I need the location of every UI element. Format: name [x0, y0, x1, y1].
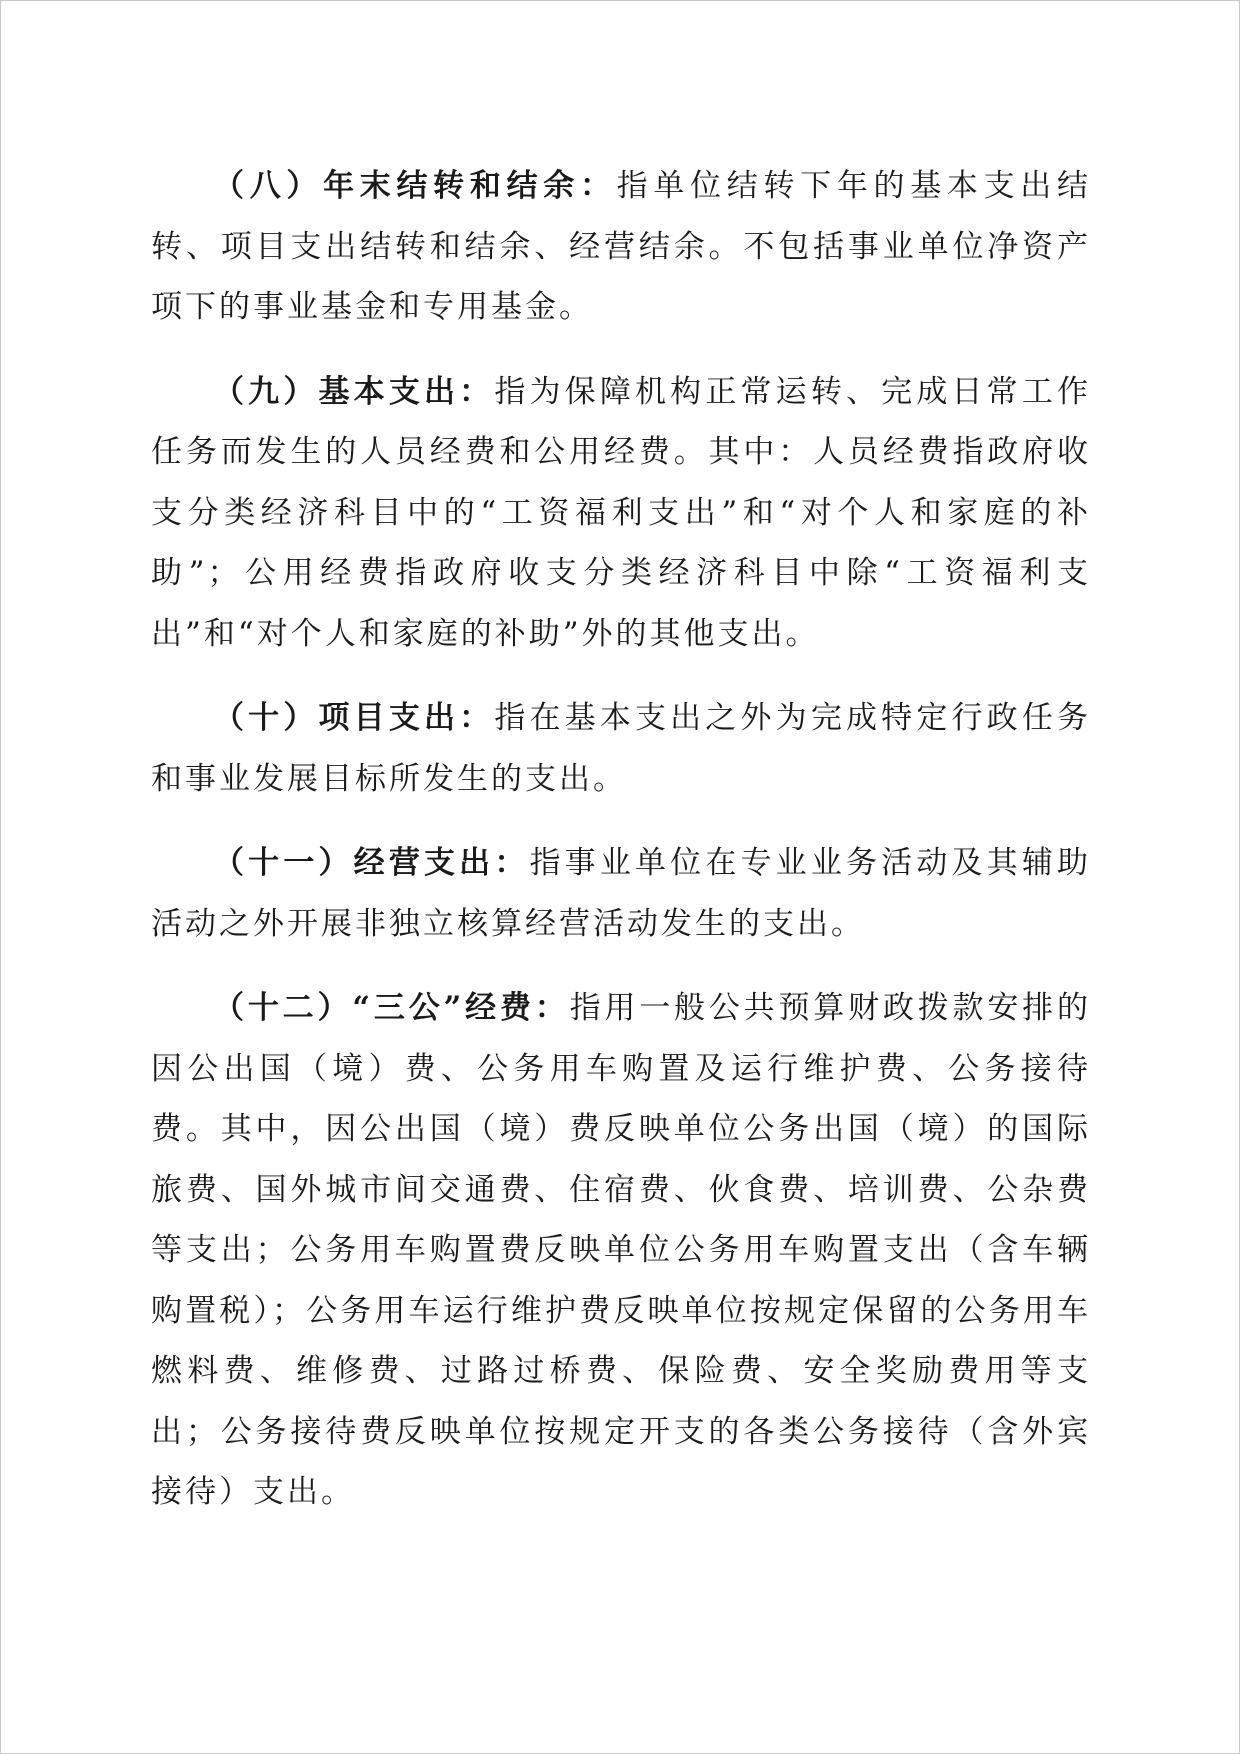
paragraph-basic-expenditure — [151, 362, 1091, 665]
term-basic-expenditure: （九）基本支出： — [213, 373, 495, 410]
definition-project-expenditure: 指在基本支出之外为完成特定行政任务和事业发展目标所发生的支出。 — [151, 700, 1092, 797]
paragraph-year-end-balance — [151, 156, 1091, 338]
definition-three-public-expenses: 指用一般公共预算财政拨款安排的因公出国（境）费、公务用车购置及运行维护费、公务接待费。其中，因公出国（境）费反映单位公务出国（境）的国际旅费、国外城市间交通费、住宿费、伙食费、培训费、公杂费等支出；公务用车购置费反映单位公务用车购置支出（含车辆购置税）；公务用车运行维护费反映单位按规定保留的公务用车燃料费、维修费、过路过桥费、保险费、安全奖励费用等支出；公务接待费反映单位按规定开支的各类公务接待（含外宾接待）支出。 — [151, 990, 1091, 1510]
term-three-public-expenses: （十二）“三公”经费： — [213, 990, 570, 1026]
term-operating-expenditure: （十一）经营支出： — [213, 845, 530, 881]
paragraph-project-expenditure — [151, 688, 1091, 809]
paragraph-three-public-expenses — [151, 978, 1091, 1523]
definition-basic-expenditure: 指为保障机构正常运转、完成日常工作任务而发生的人员经费和公用经费。其中：人员经费指政府收支分类经济科目中的“工资福利支出”和“对个人和家庭的补助”；公用经费指政府收支分类经济科目中除“工资福利支出”和“对个人和家庭的补助”外的其他支出。 — [151, 373, 1092, 652]
term-project-expenditure: （十）项目支出： — [213, 700, 495, 736]
definition-operating-expenditure: 指事业单位在专业业务活动及其辅助活动之外开展非独立核算经营活动发生的支出。 — [151, 845, 1091, 942]
paragraph-operating-expenditure — [151, 833, 1091, 954]
term-year-end-balance: （八）年末结转和结余： — [213, 168, 617, 204]
definition-year-end-balance: 指单位结转下年的基本支出结转、项目支出结转和结余、经营结余。不包括事业单位净资产项下的事业基金和专用基金。 — [151, 168, 1092, 325]
document-body — [151, 156, 1091, 1547]
